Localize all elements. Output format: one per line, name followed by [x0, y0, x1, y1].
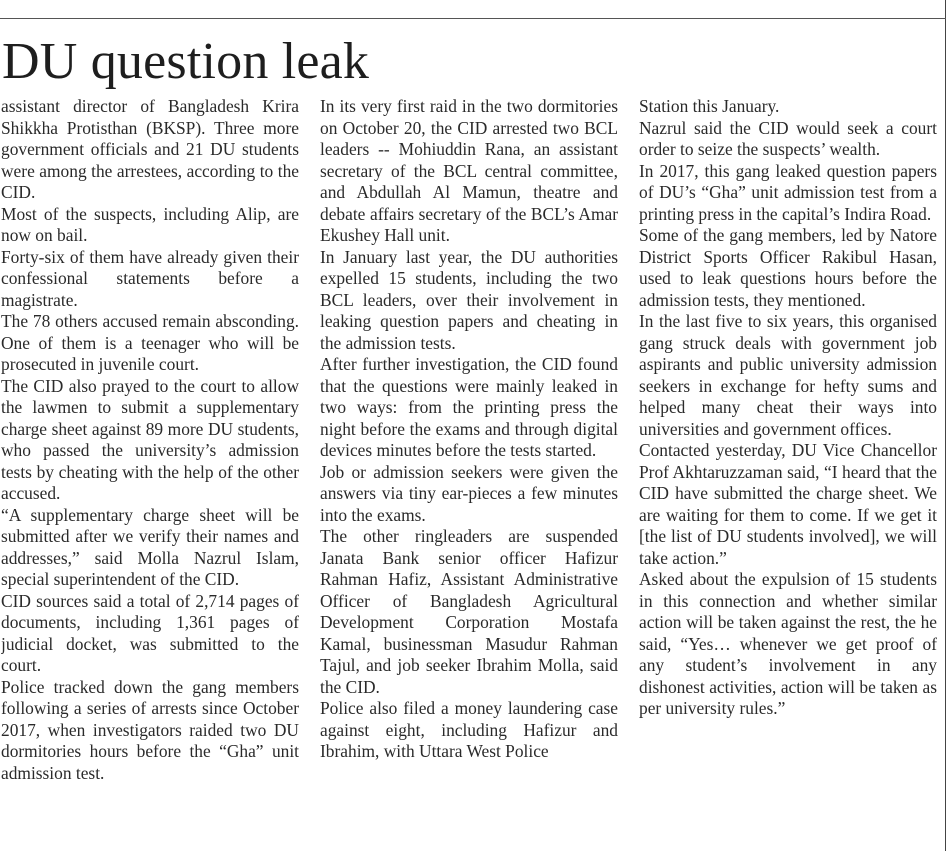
column-1-paragraph-3: Forty-six of them have already given their confessional statements before a magistrate.	[1, 246, 299, 310]
column-2-paragraph-1: In its very first raid in the two dormitories on October 20, the CID arrested two BCL leaders -- Mohiuddin Rana, an assistant secretary of the BCL central committee, and Abdullah Al Mamun, theatre and debate affairs secretary of the BCL’s Amar Ekushey Hall unit.	[320, 96, 618, 245]
column-2-paragraph-6: Police also filed a money laundering case against eight, including Hafizur and Ibrahim, with Uttara West Police	[320, 698, 618, 761]
column-3-paragraph-7: Asked about the expulsion of 15 students in this connection and whether similar action will be taken against the rest, the he said, “Yes… whenever we get proof of any student’s involvement in any dishonest activities, action will be taken as per university rules.”	[639, 569, 937, 718]
column-3-paragraph-6: Contacted yesterday, DU Vice Chancellor Prof Akhtaruzzaman said, “I heard that the CID have submitted the charge sheet. We are waiting for them to come. If we get it [the list of DU students involved], we will take action.”	[639, 440, 937, 568]
column-1-paragraph-2: Most of the suspects, including Alip, are now on bail.	[1, 203, 299, 245]
article-column-3	[639, 96, 937, 846]
column-2-paragraph-5: The other ringleaders are suspended Janata Bank senior officer Hafizur Rahman Hafiz, Assistant Administrative Officer of Bangladesh Agricultural Development Corporation Mostafa Kamal, businessman Masudur Rahman Tajul, and job seeker Ibrahim Molla, said the CID.	[320, 526, 618, 697]
column-3-paragraph-5: In the last five to six years, this organised gang struck deals with government job aspirants and public university admission seekers in exchange for hefty sums and helped many cheat their ways into universities and government offices.	[639, 311, 937, 439]
column-3-paragraph-2: Nazrul said the CID would seek a court order to seize the suspects’ wealth.	[639, 117, 937, 159]
column-2-paragraph-2: In January last year, the DU authorities expelled 15 students, including the two BCL leaders, over their involvement in leaking question papers and cheating in the admission tests.	[320, 246, 618, 353]
column-3-paragraph-1: Station this January.	[639, 96, 780, 116]
column-3-paragraph-4: Some of the gang members, led by Natore District Sports Officer Rakibul Hasan, used to leak questions hours before the admission tests, they mentioned.	[639, 225, 937, 310]
column-1-paragraph-8: Police tracked down the gang members following a series of arrests since October 2017, when investigators raided two DU dormitories hours before the “Gha” unit admission test.	[1, 676, 299, 783]
column-2-paragraph-3: After further investigation, the CID found that the questions were mainly leaked in two ways: from the printing press the night before the exams and through digital devices minutes before the tests started.	[320, 354, 618, 460]
column-2-paragraph-4: Job or admission seekers were given the answers via tiny ear-pieces a few minutes into the exams.	[320, 461, 618, 525]
column-1-paragraph-1: assistant director of Bangladesh Krira Shikkha Protisthan (BKSP). Three more government officials and 21 DU students were among the arrestees, according to the CID.	[1, 96, 299, 202]
column-1-paragraph-4: The 78 others accused remain absconding. One of them is a teenager who will be prosecuted in juvenile court.	[1, 311, 299, 374]
article-column-1	[1, 96, 299, 846]
column-1-paragraph-7: CID sources said a total of 2,714 pages of documents, including 1,361 pages of judicial docket, was submitted to the court.	[1, 590, 299, 675]
article-column-2	[320, 96, 618, 846]
column-1-paragraph-6: “A supplementary charge sheet will be submitted after we verify their names and addresses,” said Molla Nazrul Islam, special superintendent of the CID.	[1, 504, 299, 589]
column-3-paragraph-3: In 2017, this gang leaked question papers of DU’s “Gha” unit admission test from a printing press in the capital’s Indira Road.	[639, 160, 937, 224]
column-1-paragraph-5: The CID also prayed to the court to allow the lawmen to submit a supplementary charge sheet against 89 more DU students, who passed the university’s admission tests by cheating with the help of the other accused.	[1, 375, 299, 503]
headline: DU question leak	[2, 33, 370, 90]
top-rule	[0, 18, 946, 19]
